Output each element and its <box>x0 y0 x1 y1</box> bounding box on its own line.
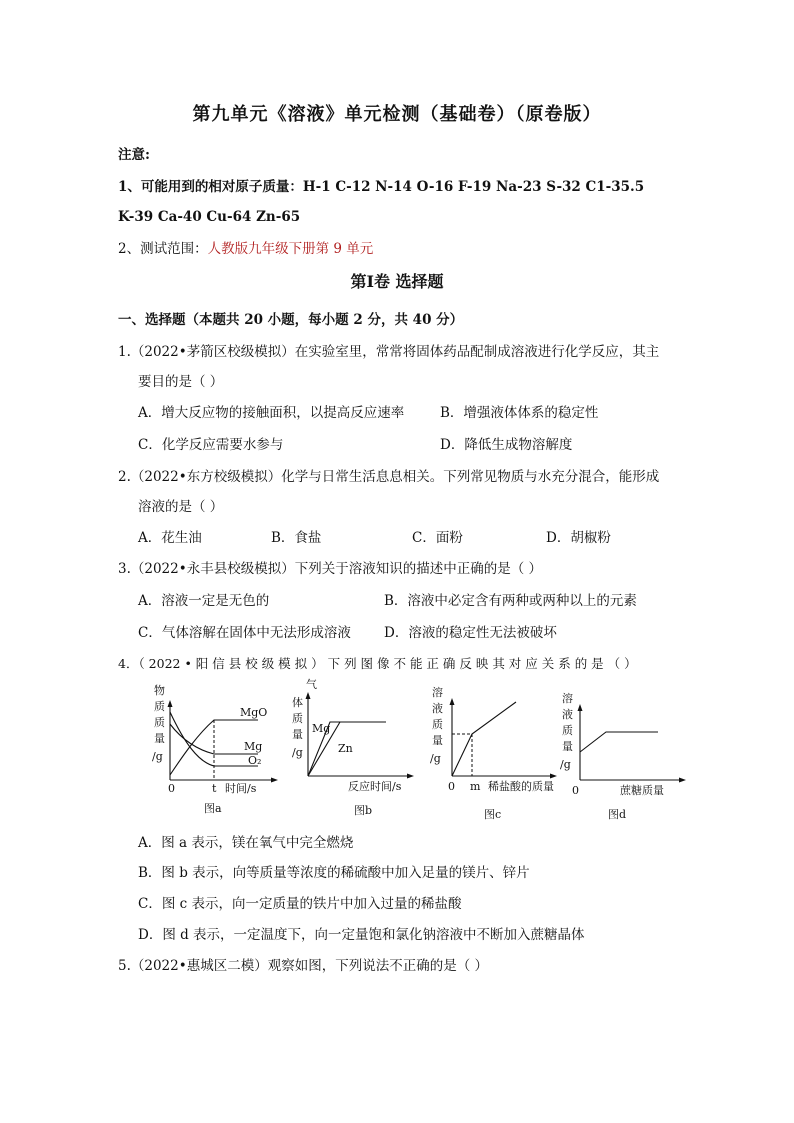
figure-c-origin: 0 <box>448 780 455 793</box>
figure-d-ylabel-5: /g <box>560 758 571 771</box>
figure-c-ylabel-4: 量 <box>432 734 443 747</box>
note-range-prefix: 2、测试范围： <box>118 241 208 257</box>
figure-d-xlabel: 蔗糖质量 <box>620 784 664 797</box>
question-4-option-a[interactable]: A．图 a 表示，镁在氧气中完全燃烧 <box>138 835 354 851</box>
section-title: 第Ⅰ卷 选择题 <box>350 272 444 291</box>
figure-a-label-mg: Mg <box>244 740 263 753</box>
figure-a-origin: 0 <box>168 782 175 795</box>
figure-a-x-arrow <box>271 778 278 783</box>
figure-c-y-arrow <box>450 698 455 705</box>
figure-d-line <box>580 732 658 752</box>
figure-c-ylabel-5: /g <box>430 752 441 765</box>
figure-b-graph <box>290 676 415 798</box>
question-1-stem-line2: 要目的是（ ） <box>138 374 224 390</box>
note-label: 注意: <box>118 147 150 163</box>
figure-c-xtick: m <box>470 780 481 793</box>
figure-b-ylabel-3: 质 <box>292 712 303 725</box>
question-2-stem-line2: 溶液的是（ ） <box>138 499 224 515</box>
figure-a-xtick: t <box>212 782 217 795</box>
note-range-value: 人教版九年级下册第 9 单元 <box>207 241 374 257</box>
question-1-stem-line1: 1.（2022•茅箭区校级模拟）在实验室里，常常将固体药品配制成溶液进行化学反应，其主 <box>118 344 660 360</box>
figure-a <box>148 682 278 815</box>
figure-d <box>558 690 688 821</box>
figure-a-graph <box>148 682 278 802</box>
question-3-option-c[interactable]: C．气体溶解在固体中无法形成溶液 <box>138 625 351 641</box>
question-2-option-c[interactable]: C．面粉 <box>412 530 463 546</box>
question-2-option-b[interactable]: B．食盐 <box>271 530 322 546</box>
figure-b-label-zn: Zn <box>338 742 353 755</box>
figure-d-origin: 0 <box>572 784 579 797</box>
note-atomic-mass-line2: K-39 Ca-40 Cu-64 Zn-65 <box>118 209 301 225</box>
figure-c-xlabel: 稀盐酸的质量 <box>488 780 554 793</box>
question-5-stem: 5.（2022•惠城区二模）观察如图，下列说法不正确的是（ ） <box>118 958 488 974</box>
figure-a-caption: 图a <box>204 802 222 815</box>
figure-a-y-arrow <box>168 700 173 707</box>
question-2-option-d[interactable]: D．胡椒粉 <box>546 530 611 546</box>
figure-c-caption: 图c <box>484 808 502 821</box>
question-3-option-a[interactable]: A．溶液一定是无色的 <box>138 593 270 609</box>
figure-d-ylabel-2: 液 <box>562 708 573 721</box>
figure-b-label-mg: Mg <box>312 722 331 735</box>
figure-b-ylabel-1: 气 <box>306 678 317 691</box>
figure-d-ylabel-4: 量 <box>562 740 573 753</box>
question-1-option-b[interactable]: B．增强液体体系的稳定性 <box>440 405 599 421</box>
figure-c-ylabel-1: 溶 <box>432 686 443 699</box>
question-1-option-c[interactable]: C．化学反应需要水参与 <box>138 437 284 453</box>
figure-d-ylabel-1: 溶 <box>562 692 573 705</box>
question-4-stem: 4．（ 2022 • 阳 信 县 校 级 模 拟 ） 下 列 图 像 不 能 正 确 反 映 其 对 应 关 系 的 是 （ ） <box>118 656 637 671</box>
note-atomic-mass-line1: 1、可能用到的相对原子质量：H-1 C-12 N-14 O-16 F-19 Na-23 S-32 C1-35.5 <box>118 179 645 195</box>
question-1-option-a[interactable]: A．增大反应物的接触面积，以提高反应速率 <box>138 405 405 421</box>
figure-a-ylabel-4: 量 <box>154 732 165 745</box>
question-4-option-d[interactable]: D．图 d 表示，一定温度下，向一定量饱和氯化钠溶液中不断加入蔗糖晶体 <box>138 927 585 943</box>
figure-b-y-arrow <box>306 692 311 699</box>
question-1-option-d[interactable]: D．降低生成物溶解度 <box>440 437 573 453</box>
figure-a-ylabel-5: /g <box>152 750 163 763</box>
figure-a-label-o2: O₂ <box>248 754 262 767</box>
figure-c-ylabel-3: 质 <box>432 718 443 731</box>
figure-b-caption: 图b <box>354 804 373 817</box>
figure-a-ylabel-1: 物 <box>154 684 165 697</box>
figure-a-ylabel-3: 质 <box>154 716 165 729</box>
figure-a-ylabel-2: 质 <box>154 700 165 713</box>
question-2-option-a[interactable]: A．花生油 <box>138 530 202 546</box>
question-3-stem: 3.（2022•永丰县校级模拟）下列关于溶液知识的描述中正确的是（ ） <box>118 561 542 577</box>
figure-a-label-mgo: MgO <box>240 706 268 719</box>
figure-d-x-arrow <box>679 778 686 783</box>
figure-b-ylabel-2: 体 <box>292 696 303 709</box>
figure-c-ylabel-2: 液 <box>432 702 443 715</box>
figure-d-caption: 图d <box>608 808 627 821</box>
figure-c-x-arrow <box>550 774 557 779</box>
figure-a-xlabel: 时间/s <box>225 782 257 795</box>
figure-b-ylabel-5: /g <box>292 746 303 759</box>
question-3-option-b[interactable]: B．溶液中必定含有两种或两种以上的元素 <box>384 593 637 609</box>
figure-c <box>428 682 558 821</box>
question-4-option-b[interactable]: B．图 b 表示，向等质量等浓度的稀硫酸中加入足量的镁片、锌片 <box>138 865 530 881</box>
note-test-range <box>118 240 373 258</box>
figure-b-ylabel-4: 量 <box>292 728 303 741</box>
figure-b-x-arrow <box>407 774 414 779</box>
figure-c-line <box>452 702 516 776</box>
part-heading: 一、选择题（本题共 20 小题，每小题 2 分，共 40 分） <box>118 312 464 328</box>
figure-c-graph <box>428 682 558 800</box>
figure-b-xlabel: 反应时间/s <box>348 780 402 793</box>
page-title: 第九单元《溶液》单元检测（基础卷）（原卷版） <box>192 104 602 125</box>
question-2-stem-line1: 2.（2022•东方校级模拟）化学与日常生活息息相关。下列常见物质与水充分混合，能形成 <box>118 469 660 485</box>
question-4-option-c[interactable]: C．图 c 表示，向一定质量的铁片中加入过量的稀盐酸 <box>138 896 462 912</box>
figure-d-graph <box>558 690 688 806</box>
question-3-option-d[interactable]: D．溶液的稳定性无法被破坏 <box>384 625 557 641</box>
figure-d-y-arrow <box>578 704 583 711</box>
figure-d-ylabel-3: 质 <box>562 724 573 737</box>
figure-b <box>290 676 415 817</box>
